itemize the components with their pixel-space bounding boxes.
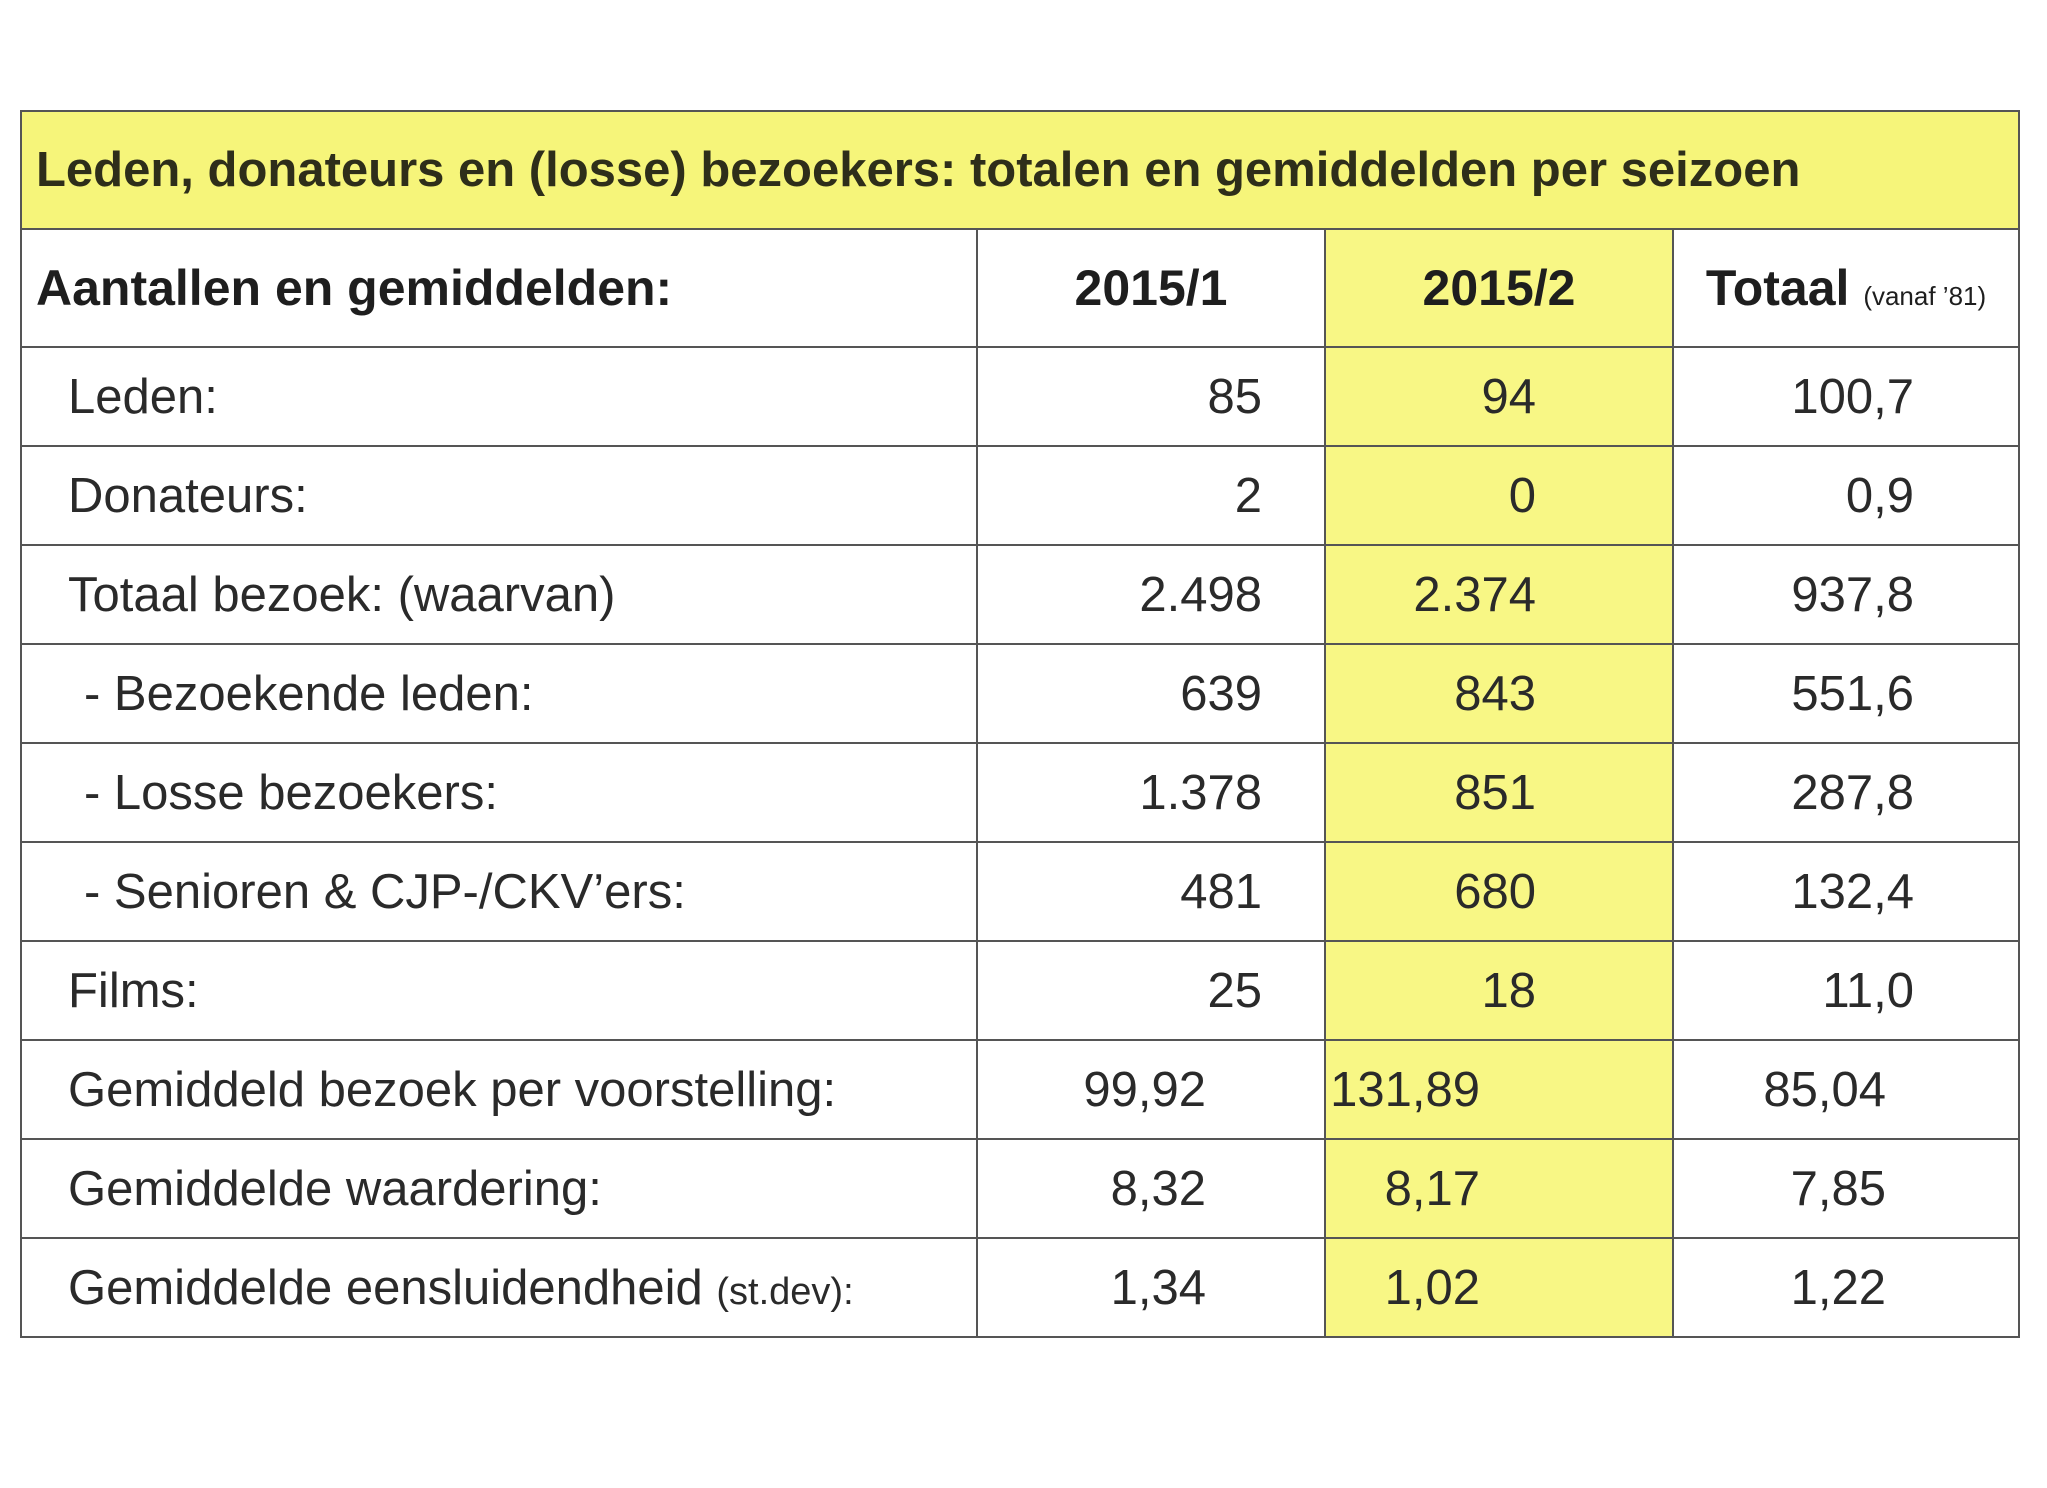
row-label: Gemiddelde eensluidendheid <box>68 1260 717 1315</box>
value-2015-2: 1,02 <box>1325 1238 1673 1337</box>
table-row <box>21 347 2019 446</box>
table-row <box>21 1040 2019 1139</box>
value-2015-2: 131,89 <box>1325 1040 1673 1139</box>
table-row <box>21 743 2019 842</box>
value-total: 85,04 <box>1673 1040 2019 1139</box>
row-label-note: (st.dev): <box>716 1270 854 1313</box>
value-total: 287,8 <box>1673 743 2019 842</box>
value-2015-1: 85 <box>977 347 1325 446</box>
table-row <box>21 446 2019 545</box>
row-label: - Losse bezoekers: <box>21 743 977 842</box>
value-total: 937,8 <box>1673 545 2019 644</box>
title-row <box>21 111 2019 229</box>
value-2015-1: 1,34 <box>977 1238 1325 1337</box>
value-total: 1,22 <box>1673 1238 2019 1337</box>
header-label: Aantallen en gemiddelden: <box>21 229 977 347</box>
table-row <box>21 1238 2019 1337</box>
value-total: 0,9 <box>1673 446 2019 545</box>
value-2015-1: 2 <box>977 446 1325 545</box>
table-title: Leden, donateurs en (losse) bezoekers: totalen en gemiddelden per seizoen <box>21 111 2019 229</box>
value-2015-1: 99,92 <box>977 1040 1325 1139</box>
value-2015-1: 2.498 <box>977 545 1325 644</box>
value-2015-2: 94 <box>1325 347 1673 446</box>
statistics-table <box>20 110 2020 1338</box>
value-total: 551,6 <box>1673 644 2019 743</box>
header-total-label: Totaal <box>1705 260 1850 316</box>
value-2015-2: 2.374 <box>1325 545 1673 644</box>
value-2015-2: 0 <box>1325 446 1673 545</box>
value-2015-2: 680 <box>1325 842 1673 941</box>
header-total-note: (vanaf ’81) <box>1863 281 1987 311</box>
row-label: Totaal bezoek: (waarvan) <box>21 545 977 644</box>
value-total: 100,7 <box>1673 347 2019 446</box>
value-2015-1: 1.378 <box>977 743 1325 842</box>
row-label: Films: <box>21 941 977 1040</box>
value-2015-1: 25 <box>977 941 1325 1040</box>
row-label-cell <box>21 1238 977 1337</box>
value-2015-1: 8,32 <box>977 1139 1325 1238</box>
row-label: Leden: <box>21 347 977 446</box>
value-total: 7,85 <box>1673 1139 2019 1238</box>
row-label: - Bezoekende leden: <box>21 644 977 743</box>
value-2015-1: 639 <box>977 644 1325 743</box>
value-2015-1: 481 <box>977 842 1325 941</box>
table-row <box>21 842 2019 941</box>
header-row <box>21 229 2019 347</box>
header-2015-2: 2015/2 <box>1325 229 1673 347</box>
header-total <box>1673 229 2019 347</box>
table-row <box>21 644 2019 743</box>
table-row <box>21 1139 2019 1238</box>
header-2015-1: 2015/1 <box>977 229 1325 347</box>
table-row <box>21 941 2019 1040</box>
value-2015-2: 8,17 <box>1325 1139 1673 1238</box>
row-label: Donateurs: <box>21 446 977 545</box>
value-2015-2: 18 <box>1325 941 1673 1040</box>
value-2015-2: 851 <box>1325 743 1673 842</box>
table-row <box>21 545 2019 644</box>
row-label: Gemiddelde waardering: <box>21 1139 977 1238</box>
row-label: - Senioren & CJP-/CKV’ers: <box>21 842 977 941</box>
value-total: 132,4 <box>1673 842 2019 941</box>
value-2015-2: 843 <box>1325 644 1673 743</box>
value-total: 11,0 <box>1673 941 2019 1040</box>
row-label: Gemiddeld bezoek per voorstelling: <box>21 1040 977 1139</box>
